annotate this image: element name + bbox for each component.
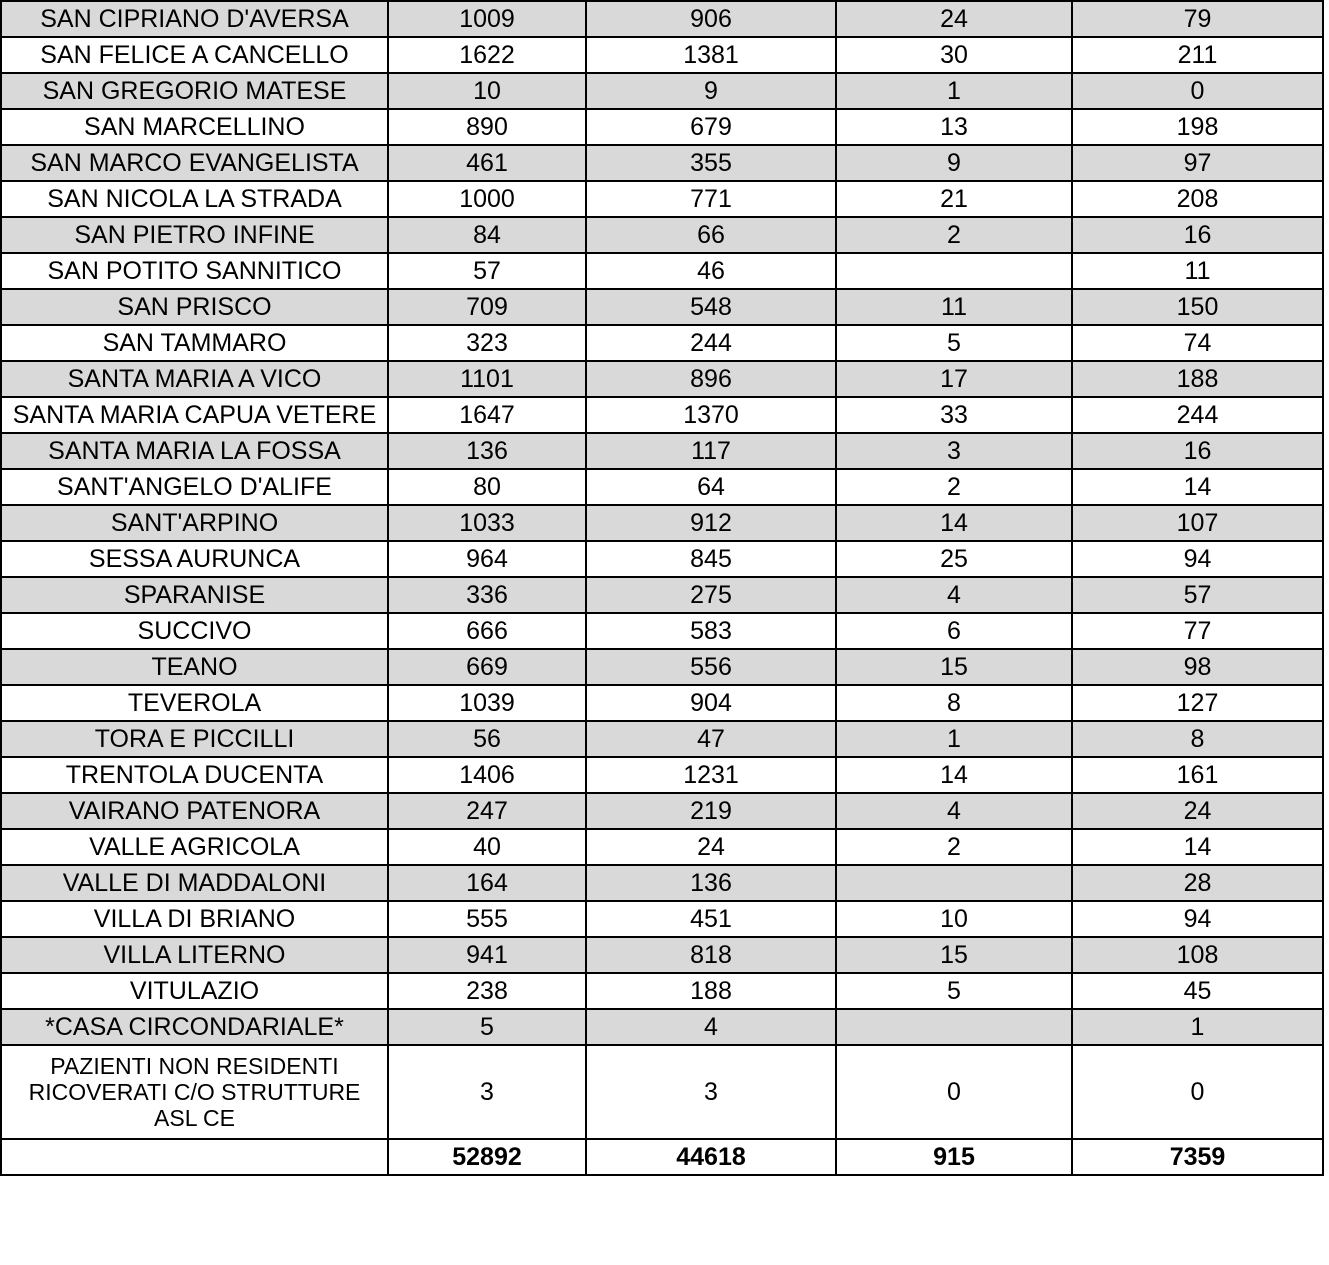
row-name-cell: SAN NICOLA LA STRADA (1, 181, 388, 217)
value-cell-2: 906 (586, 1, 836, 37)
value-cell-3: 3 (836, 433, 1072, 469)
row-name-cell: PAZIENTI NON RESIDENTI RICOVERATI C/O STRUTTURE ASL CE (1, 1045, 388, 1139)
table-body (1, 1, 1323, 1175)
value-cell-2: 188 (586, 973, 836, 1009)
value-cell-2: 583 (586, 613, 836, 649)
value-cell-4: 16 (1072, 433, 1323, 469)
total-cell-4: 7359 (1072, 1139, 1323, 1175)
value-cell-1: 336 (388, 577, 586, 613)
value-cell-1: 709 (388, 289, 586, 325)
value-cell-1: 56 (388, 721, 586, 757)
table-row (1, 1009, 1323, 1045)
row-name-cell: SAN CIPRIANO D'AVERSA (1, 1, 388, 37)
value-cell-4: 188 (1072, 361, 1323, 397)
value-cell-2: 912 (586, 505, 836, 541)
value-cell-4: 16 (1072, 217, 1323, 253)
value-cell-1: 461 (388, 145, 586, 181)
value-cell-2: 451 (586, 901, 836, 937)
row-name-cell: SANTA MARIA LA FOSSA (1, 433, 388, 469)
value-cell-2: 24 (586, 829, 836, 865)
value-cell-3: 24 (836, 1, 1072, 37)
table-row (1, 973, 1323, 1009)
table-row (1, 145, 1323, 181)
value-cell-1: 1101 (388, 361, 586, 397)
table-row (1, 901, 1323, 937)
value-cell-3: 5 (836, 973, 1072, 1009)
table-row (1, 793, 1323, 829)
table-row (1, 649, 1323, 685)
value-cell-4: 79 (1072, 1, 1323, 37)
value-cell-4: 211 (1072, 37, 1323, 73)
table-row (1, 397, 1323, 433)
value-cell-1: 238 (388, 973, 586, 1009)
value-cell-4: 98 (1072, 649, 1323, 685)
row-name-cell: SAN PRISCO (1, 289, 388, 325)
value-cell-3: 2 (836, 469, 1072, 505)
table-row (1, 937, 1323, 973)
value-cell-1: 3 (388, 1045, 586, 1139)
value-cell-3: 6 (836, 613, 1072, 649)
value-cell-2: 904 (586, 685, 836, 721)
table-row (1, 325, 1323, 361)
value-cell-2: 896 (586, 361, 836, 397)
value-cell-3 (836, 1009, 1072, 1045)
table-row (1, 181, 1323, 217)
table-row (1, 865, 1323, 901)
value-cell-3: 1 (836, 721, 1072, 757)
value-cell-2: 556 (586, 649, 836, 685)
value-cell-4: 8 (1072, 721, 1323, 757)
value-cell-1: 1406 (388, 757, 586, 793)
value-cell-4: 14 (1072, 829, 1323, 865)
row-name-cell: VAIRANO PATENORA (1, 793, 388, 829)
value-cell-4: 108 (1072, 937, 1323, 973)
value-cell-1: 666 (388, 613, 586, 649)
value-cell-1: 964 (388, 541, 586, 577)
value-cell-2: 244 (586, 325, 836, 361)
value-cell-4: 77 (1072, 613, 1323, 649)
value-cell-4: 208 (1072, 181, 1323, 217)
value-cell-3: 33 (836, 397, 1072, 433)
value-cell-2: 275 (586, 577, 836, 613)
value-cell-3: 4 (836, 793, 1072, 829)
value-cell-3: 14 (836, 505, 1072, 541)
row-name-cell: TEANO (1, 649, 388, 685)
value-cell-2: 219 (586, 793, 836, 829)
row-name-cell: SANT'ANGELO D'ALIFE (1, 469, 388, 505)
row-name-cell: SANTA MARIA A VICO (1, 361, 388, 397)
value-cell-2: 66 (586, 217, 836, 253)
value-cell-1: 40 (388, 829, 586, 865)
value-cell-2: 9 (586, 73, 836, 109)
row-name-cell: SESSA AURUNCA (1, 541, 388, 577)
value-cell-3: 25 (836, 541, 1072, 577)
value-cell-3: 17 (836, 361, 1072, 397)
value-cell-3: 14 (836, 757, 1072, 793)
value-cell-4: 150 (1072, 289, 1323, 325)
value-cell-3: 4 (836, 577, 1072, 613)
total-cell-3: 915 (836, 1139, 1072, 1175)
table-row (1, 685, 1323, 721)
table-row (1, 829, 1323, 865)
row-name-cell: SPARANISE (1, 577, 388, 613)
value-cell-3: 0 (836, 1045, 1072, 1139)
value-cell-3: 8 (836, 685, 1072, 721)
table-row (1, 289, 1323, 325)
value-cell-3: 15 (836, 937, 1072, 973)
value-cell-4: 94 (1072, 541, 1323, 577)
table-row (1, 109, 1323, 145)
row-name-cell: VALLE DI MADDALONI (1, 865, 388, 901)
value-cell-2: 117 (586, 433, 836, 469)
value-cell-3: 9 (836, 145, 1072, 181)
value-cell-1: 1000 (388, 181, 586, 217)
value-cell-1: 57 (388, 253, 586, 289)
value-cell-3 (836, 865, 1072, 901)
row-name-cell: SAN FELICE A CANCELLO (1, 37, 388, 73)
value-cell-1: 164 (388, 865, 586, 901)
value-cell-2: 136 (586, 865, 836, 901)
value-cell-1: 1647 (388, 397, 586, 433)
row-name-cell: *CASA CIRCONDARIALE* (1, 1009, 388, 1045)
total-cell-2: 44618 (586, 1139, 836, 1175)
value-cell-2: 47 (586, 721, 836, 757)
value-cell-2: 355 (586, 145, 836, 181)
value-cell-4: 94 (1072, 901, 1323, 937)
value-cell-3: 5 (836, 325, 1072, 361)
value-cell-1: 941 (388, 937, 586, 973)
row-name-cell: TORA E PICCILLI (1, 721, 388, 757)
row-name-cell: SAN MARCELLINO (1, 109, 388, 145)
row-name-cell: SANTA MARIA CAPUA VETERE (1, 397, 388, 433)
value-cell-3: 2 (836, 217, 1072, 253)
value-cell-2: 46 (586, 253, 836, 289)
value-cell-4: 0 (1072, 1045, 1323, 1139)
row-name-cell: SAN POTITO SANNITICO (1, 253, 388, 289)
value-cell-2: 64 (586, 469, 836, 505)
value-cell-1: 890 (388, 109, 586, 145)
value-cell-3: 10 (836, 901, 1072, 937)
value-cell-2: 1381 (586, 37, 836, 73)
totals-row (1, 1139, 1323, 1175)
value-cell-1: 80 (388, 469, 586, 505)
value-cell-3: 11 (836, 289, 1072, 325)
row-name-cell: VILLA DI BRIANO (1, 901, 388, 937)
value-cell-3: 2 (836, 829, 1072, 865)
table-row (1, 1, 1323, 37)
value-cell-4: 45 (1072, 973, 1323, 1009)
value-cell-1: 555 (388, 901, 586, 937)
value-cell-2: 845 (586, 541, 836, 577)
row-name-cell: SANT'ARPINO (1, 505, 388, 541)
total-cell-1: 52892 (388, 1139, 586, 1175)
row-name-cell: SUCCIVO (1, 613, 388, 649)
value-cell-1: 669 (388, 649, 586, 685)
table-row (1, 541, 1323, 577)
value-cell-3 (836, 253, 1072, 289)
row-name-cell: VITULAZIO (1, 973, 388, 1009)
value-cell-2: 679 (586, 109, 836, 145)
non-residents-row (1, 1045, 1323, 1139)
value-cell-1: 247 (388, 793, 586, 829)
table-row (1, 217, 1323, 253)
value-cell-4: 244 (1072, 397, 1323, 433)
value-cell-4: 0 (1072, 73, 1323, 109)
value-cell-1: 136 (388, 433, 586, 469)
table-row (1, 253, 1323, 289)
value-cell-2: 818 (586, 937, 836, 973)
value-cell-4: 57 (1072, 577, 1323, 613)
table-row (1, 469, 1323, 505)
value-cell-2: 3 (586, 1045, 836, 1139)
row-name-cell: VALLE AGRICOLA (1, 829, 388, 865)
value-cell-3: 15 (836, 649, 1072, 685)
totals-label-cell (1, 1139, 388, 1175)
value-cell-4: 198 (1072, 109, 1323, 145)
table-row (1, 505, 1323, 541)
value-cell-3: 1 (836, 73, 1072, 109)
row-name-cell: SAN PIETRO INFINE (1, 217, 388, 253)
value-cell-3: 13 (836, 109, 1072, 145)
value-cell-2: 548 (586, 289, 836, 325)
table-row (1, 37, 1323, 73)
value-cell-4: 107 (1072, 505, 1323, 541)
value-cell-4: 14 (1072, 469, 1323, 505)
value-cell-1: 323 (388, 325, 586, 361)
value-cell-3: 30 (836, 37, 1072, 73)
row-name-cell: TRENTOLA DUCENTA (1, 757, 388, 793)
row-name-cell: SAN GREGORIO MATESE (1, 73, 388, 109)
value-cell-1: 5 (388, 1009, 586, 1045)
table-row (1, 361, 1323, 397)
row-name-cell: TEVEROLA (1, 685, 388, 721)
row-name-cell: VILLA LITERNO (1, 937, 388, 973)
value-cell-4: 24 (1072, 793, 1323, 829)
table-row (1, 757, 1323, 793)
value-cell-2: 1370 (586, 397, 836, 433)
value-cell-4: 127 (1072, 685, 1323, 721)
value-cell-4: 1 (1072, 1009, 1323, 1045)
value-cell-4: 28 (1072, 865, 1323, 901)
value-cell-4: 161 (1072, 757, 1323, 793)
value-cell-4: 11 (1072, 253, 1323, 289)
value-cell-1: 84 (388, 217, 586, 253)
row-name-cell: SAN TAMMARO (1, 325, 388, 361)
value-cell-1: 1033 (388, 505, 586, 541)
table-row (1, 613, 1323, 649)
table-row (1, 433, 1323, 469)
value-cell-1: 10 (388, 73, 586, 109)
row-name-cell: SAN MARCO EVANGELISTA (1, 145, 388, 181)
value-cell-4: 97 (1072, 145, 1323, 181)
value-cell-2: 4 (586, 1009, 836, 1045)
value-cell-1: 1622 (388, 37, 586, 73)
value-cell-4: 74 (1072, 325, 1323, 361)
table-row (1, 73, 1323, 109)
value-cell-1: 1039 (388, 685, 586, 721)
value-cell-1: 1009 (388, 1, 586, 37)
value-cell-2: 1231 (586, 757, 836, 793)
value-cell-2: 771 (586, 181, 836, 217)
table-row (1, 577, 1323, 613)
table-row (1, 721, 1323, 757)
value-cell-3: 21 (836, 181, 1072, 217)
